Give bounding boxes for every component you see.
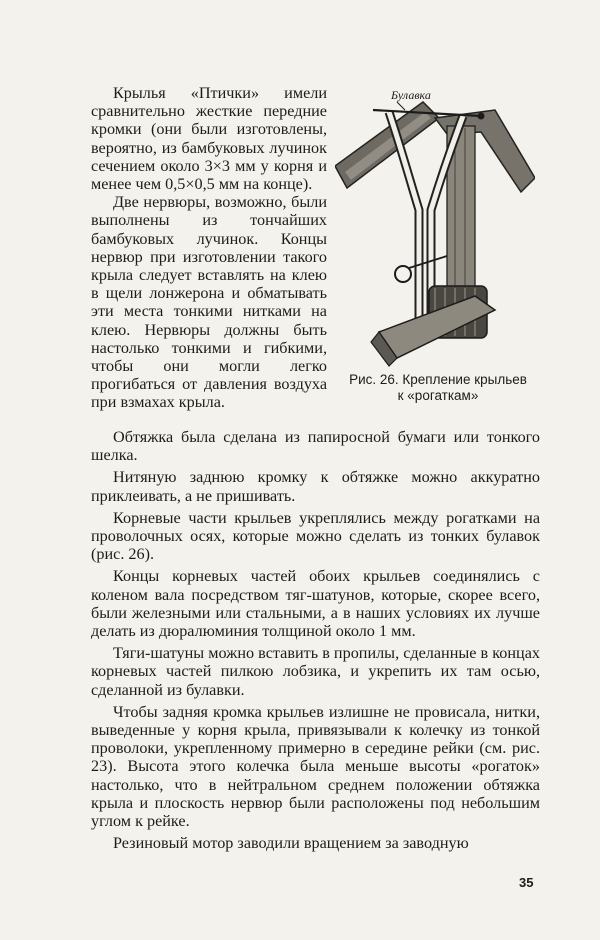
paragraph-4: Нитяную заднюю кромку к обтяжке можно аккуратно приклеивать, а не пришивать.: [91, 468, 540, 505]
paragraph-5: Корневые части крыльев укреплялись между рогатками на проволочных осях, которые можно сделать из тонких булавок (рис. 26).: [91, 508, 540, 564]
full-width-text: [91, 428, 540, 852]
paragraph-6: Концы корневых частей обоих крыльев соединялись с коленом вала посредством тяг-шатунов, которые, скорее всего, были железными или стальными, а в наших условиях их лучше делать из дюралюминия толщиной около 1 мм.: [91, 567, 540, 641]
paragraph-7: Тяги-шатуны можно вставить в пропилы, сделанные в концах корневых частей пилкою лобзика, и укрепить их там осью, сделанной из булавки.: [91, 644, 540, 699]
caption-line-2: к «рогаткам»: [397, 387, 479, 403]
figure-26-illustration: [335, 88, 535, 370]
paragraph-3: Обтяжка была сделана из папиросной бумаги или тонкого шелка.: [91, 428, 540, 465]
figure-caption: [326, 372, 550, 403]
left-column-text: [91, 84, 327, 412]
paragraph-9: Резиновый мотор заводили вращением за заводную: [113, 834, 469, 853]
page-number: 35: [519, 875, 534, 890]
paragraph-1: Крылья «Птички» имели сравнительно жесткие передние кромки (они были изготовлены, вероятно, из бамбуковых лучинок сечением около 3×3 мм у корня и менее чем 0,5×0,5 мм на конце).: [91, 84, 327, 194]
paragraph-8: Чтобы задняя кромка крыльев излишне не провисала, нитки, выведенные у корня крыла, привязывали к колечку из тонкой проволоки, укрепленному примерно в середине рейки (см. рис. 23). Высота этого колечка была меньше высоты «рогаток» настолько, что в нейтральном среднем положении обтяжка крыла и плоскость нервюр были расположены под небольшим углом к рейке.: [91, 702, 540, 831]
caption-line-1: Рис. 26. Крепление крыльев: [349, 372, 527, 387]
paragraph-2: Две нервюры, возможно, были выполнены из тончайших бамбуковых лучинок. Концы нервюр при изготовлении такого крыла следует вставлять на клею в щели лонжерона и обматывать эти места тонкими нитками на клею. Нервюры должны быть настолько тонкими и гибкими, чтобы они могли легко прогибаться от давления воздуха при взмахах крыла.: [91, 193, 327, 412]
pin-label: Булавка: [391, 88, 431, 102]
